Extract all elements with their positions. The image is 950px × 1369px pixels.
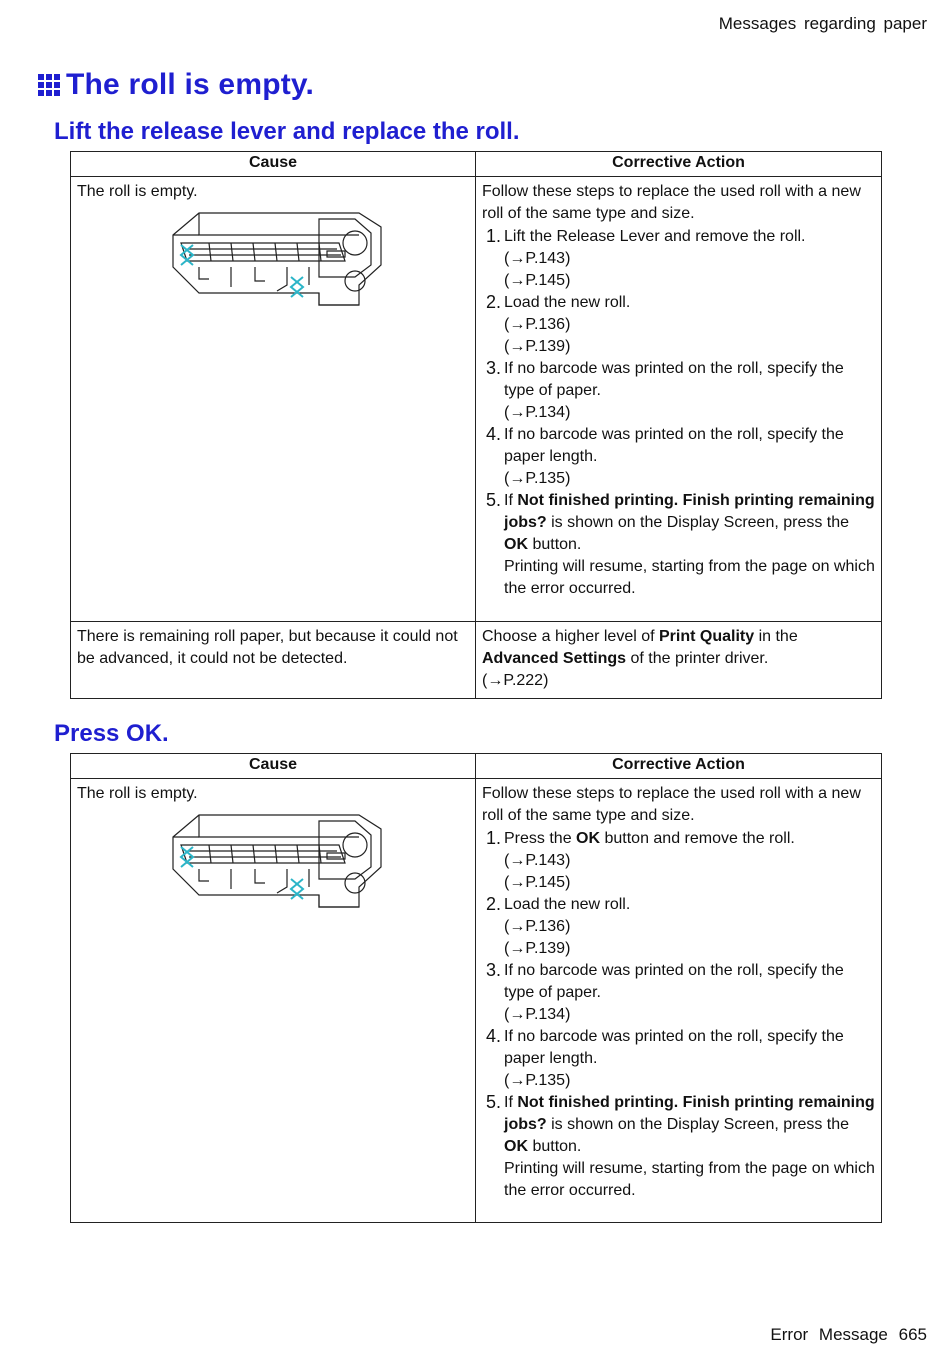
steps-list [482, 828, 875, 1202]
action-text-pre: Choose a higher level of [482, 628, 659, 645]
corrective-action-cell [476, 779, 882, 1223]
step-item [482, 894, 875, 960]
advanced-settings-term: Advanced Settings [482, 650, 627, 667]
steps-list [482, 226, 875, 600]
corrective-action-cell [476, 622, 882, 699]
step-text-post: button. [528, 1138, 582, 1155]
table-row [71, 177, 882, 622]
step-text: If no barcode was printed on the roll, specify the paper length. [504, 1028, 844, 1067]
step-number: 1. [486, 226, 502, 246]
running-head: Messages regarding paper [718, 14, 927, 33]
display-message: Not finished printing. Finish printing remaining jobs? [504, 492, 875, 531]
page-reference[interactable]: (→P.139) [504, 338, 571, 355]
page-reference[interactable]: (→P.222) [482, 672, 549, 689]
action-text-post: of the printer driver. [626, 650, 769, 667]
step-text: Load the new roll. [504, 896, 631, 913]
step-text-mid: is shown on the Display Screen, press the [546, 1116, 850, 1133]
page-reference[interactable]: (→P.143) [504, 250, 571, 267]
cause-action-table-1 [70, 151, 882, 699]
table-header-row [71, 754, 882, 779]
step-item [482, 358, 875, 424]
step-text: If no barcode was printed on the roll, specify the type of paper. [504, 360, 844, 399]
step-number: 3. [486, 960, 502, 980]
step-text: If no barcode was printed on the roll, specify the paper length. [504, 426, 844, 465]
page-footer [770, 1325, 927, 1345]
page-reference[interactable]: (→P.134) [504, 1006, 571, 1023]
step-item [482, 292, 875, 358]
page-number: 665 [898, 1325, 927, 1344]
cause-text: There is remaining roll paper, but because it could not be advanced, it could not be detected. [77, 628, 458, 667]
page-reference[interactable]: (→P.136) [504, 316, 571, 333]
page-reference[interactable]: (→P.143) [504, 852, 571, 869]
column-header-corrective-action: Corrective Action [476, 152, 882, 177]
table-row [71, 622, 882, 699]
cause-cell [71, 779, 476, 1223]
step-item [482, 490, 875, 600]
page-reference[interactable]: (→P.134) [504, 404, 571, 421]
step-number: 5. [486, 1092, 502, 1112]
page-reference[interactable]: (→P.139) [504, 940, 571, 957]
cause-text: The roll is empty. [77, 785, 198, 802]
step-text-pre: Press the [504, 830, 577, 847]
page-reference[interactable]: (→P.145) [504, 874, 571, 891]
cause-action-table-2 [70, 753, 882, 1223]
action-text-mid: in the [754, 628, 798, 645]
step-number: 4. [486, 1026, 502, 1046]
grid-bullet-icon [38, 74, 60, 96]
page-reference[interactable]: (→P.145) [504, 272, 571, 289]
step-text-post: button. [528, 536, 582, 553]
ok-button-label: OK [504, 536, 528, 553]
main-title-text: The roll is empty. [66, 68, 315, 101]
cause-cell [71, 177, 476, 622]
display-message: Not finished printing. Finish printing remaining jobs? [504, 1094, 875, 1133]
printer-release-lever-illustration [159, 205, 391, 315]
step-number: 1. [486, 828, 502, 848]
step-item [482, 828, 875, 894]
action-intro: Follow these steps to replace the used roll with a new roll of the same type and size. [482, 183, 861, 222]
column-header-cause: Cause [71, 754, 476, 779]
cause-text: The roll is empty. [77, 183, 198, 200]
step-item [482, 1026, 875, 1092]
step-item [482, 1092, 875, 1202]
page-reference[interactable]: (→P.135) [504, 1072, 571, 1089]
step-text: Load the new roll. [504, 294, 631, 311]
page-reference[interactable]: (→P.135) [504, 470, 571, 487]
ok-button-label: OK [504, 1138, 528, 1155]
step-text: If no barcode was printed on the roll, specify the type of paper. [504, 962, 844, 1001]
action-intro: Follow these steps to replace the used roll with a new roll of the same type and size. [482, 785, 861, 824]
step-text-pre: If [504, 492, 518, 509]
corrective-action-cell [476, 177, 882, 622]
step-number: 5. [486, 490, 502, 510]
column-header-corrective-action: Corrective Action [476, 754, 882, 779]
step-text-mid: is shown on the Display Screen, press the [546, 514, 850, 531]
section-title-press-ok: Press OK. [54, 720, 169, 747]
step-number: 2. [486, 894, 502, 914]
step-text: Lift the Release Lever and remove the roll. [504, 228, 806, 245]
step-item [482, 960, 875, 1026]
cause-cell [71, 622, 476, 699]
footer-section-name: Error Message [770, 1325, 888, 1344]
step-note: Printing will resume, starting from the page on which the error occurred. [504, 558, 875, 597]
table-row [71, 779, 882, 1223]
step-number: 4. [486, 424, 502, 444]
table-header-row [71, 152, 882, 177]
column-header-cause: Cause [71, 152, 476, 177]
step-item [482, 226, 875, 292]
main-title [38, 68, 314, 102]
printer-illustration [159, 807, 391, 917]
section-title-lift-release-lever: Lift the release lever and replace the roll. [54, 118, 520, 145]
step-item [482, 424, 875, 490]
step-number: 2. [486, 292, 502, 312]
step-note: Printing will resume, starting from the page on which the error occurred. [504, 1160, 875, 1199]
page-reference[interactable]: (→P.136) [504, 918, 571, 935]
ok-button-label: OK [576, 830, 601, 847]
step-number: 3. [486, 358, 502, 378]
step-text-post: button and remove the roll. [600, 830, 795, 847]
print-quality-term: Print Quality [659, 628, 755, 645]
step-text-pre: If [504, 1094, 518, 1111]
